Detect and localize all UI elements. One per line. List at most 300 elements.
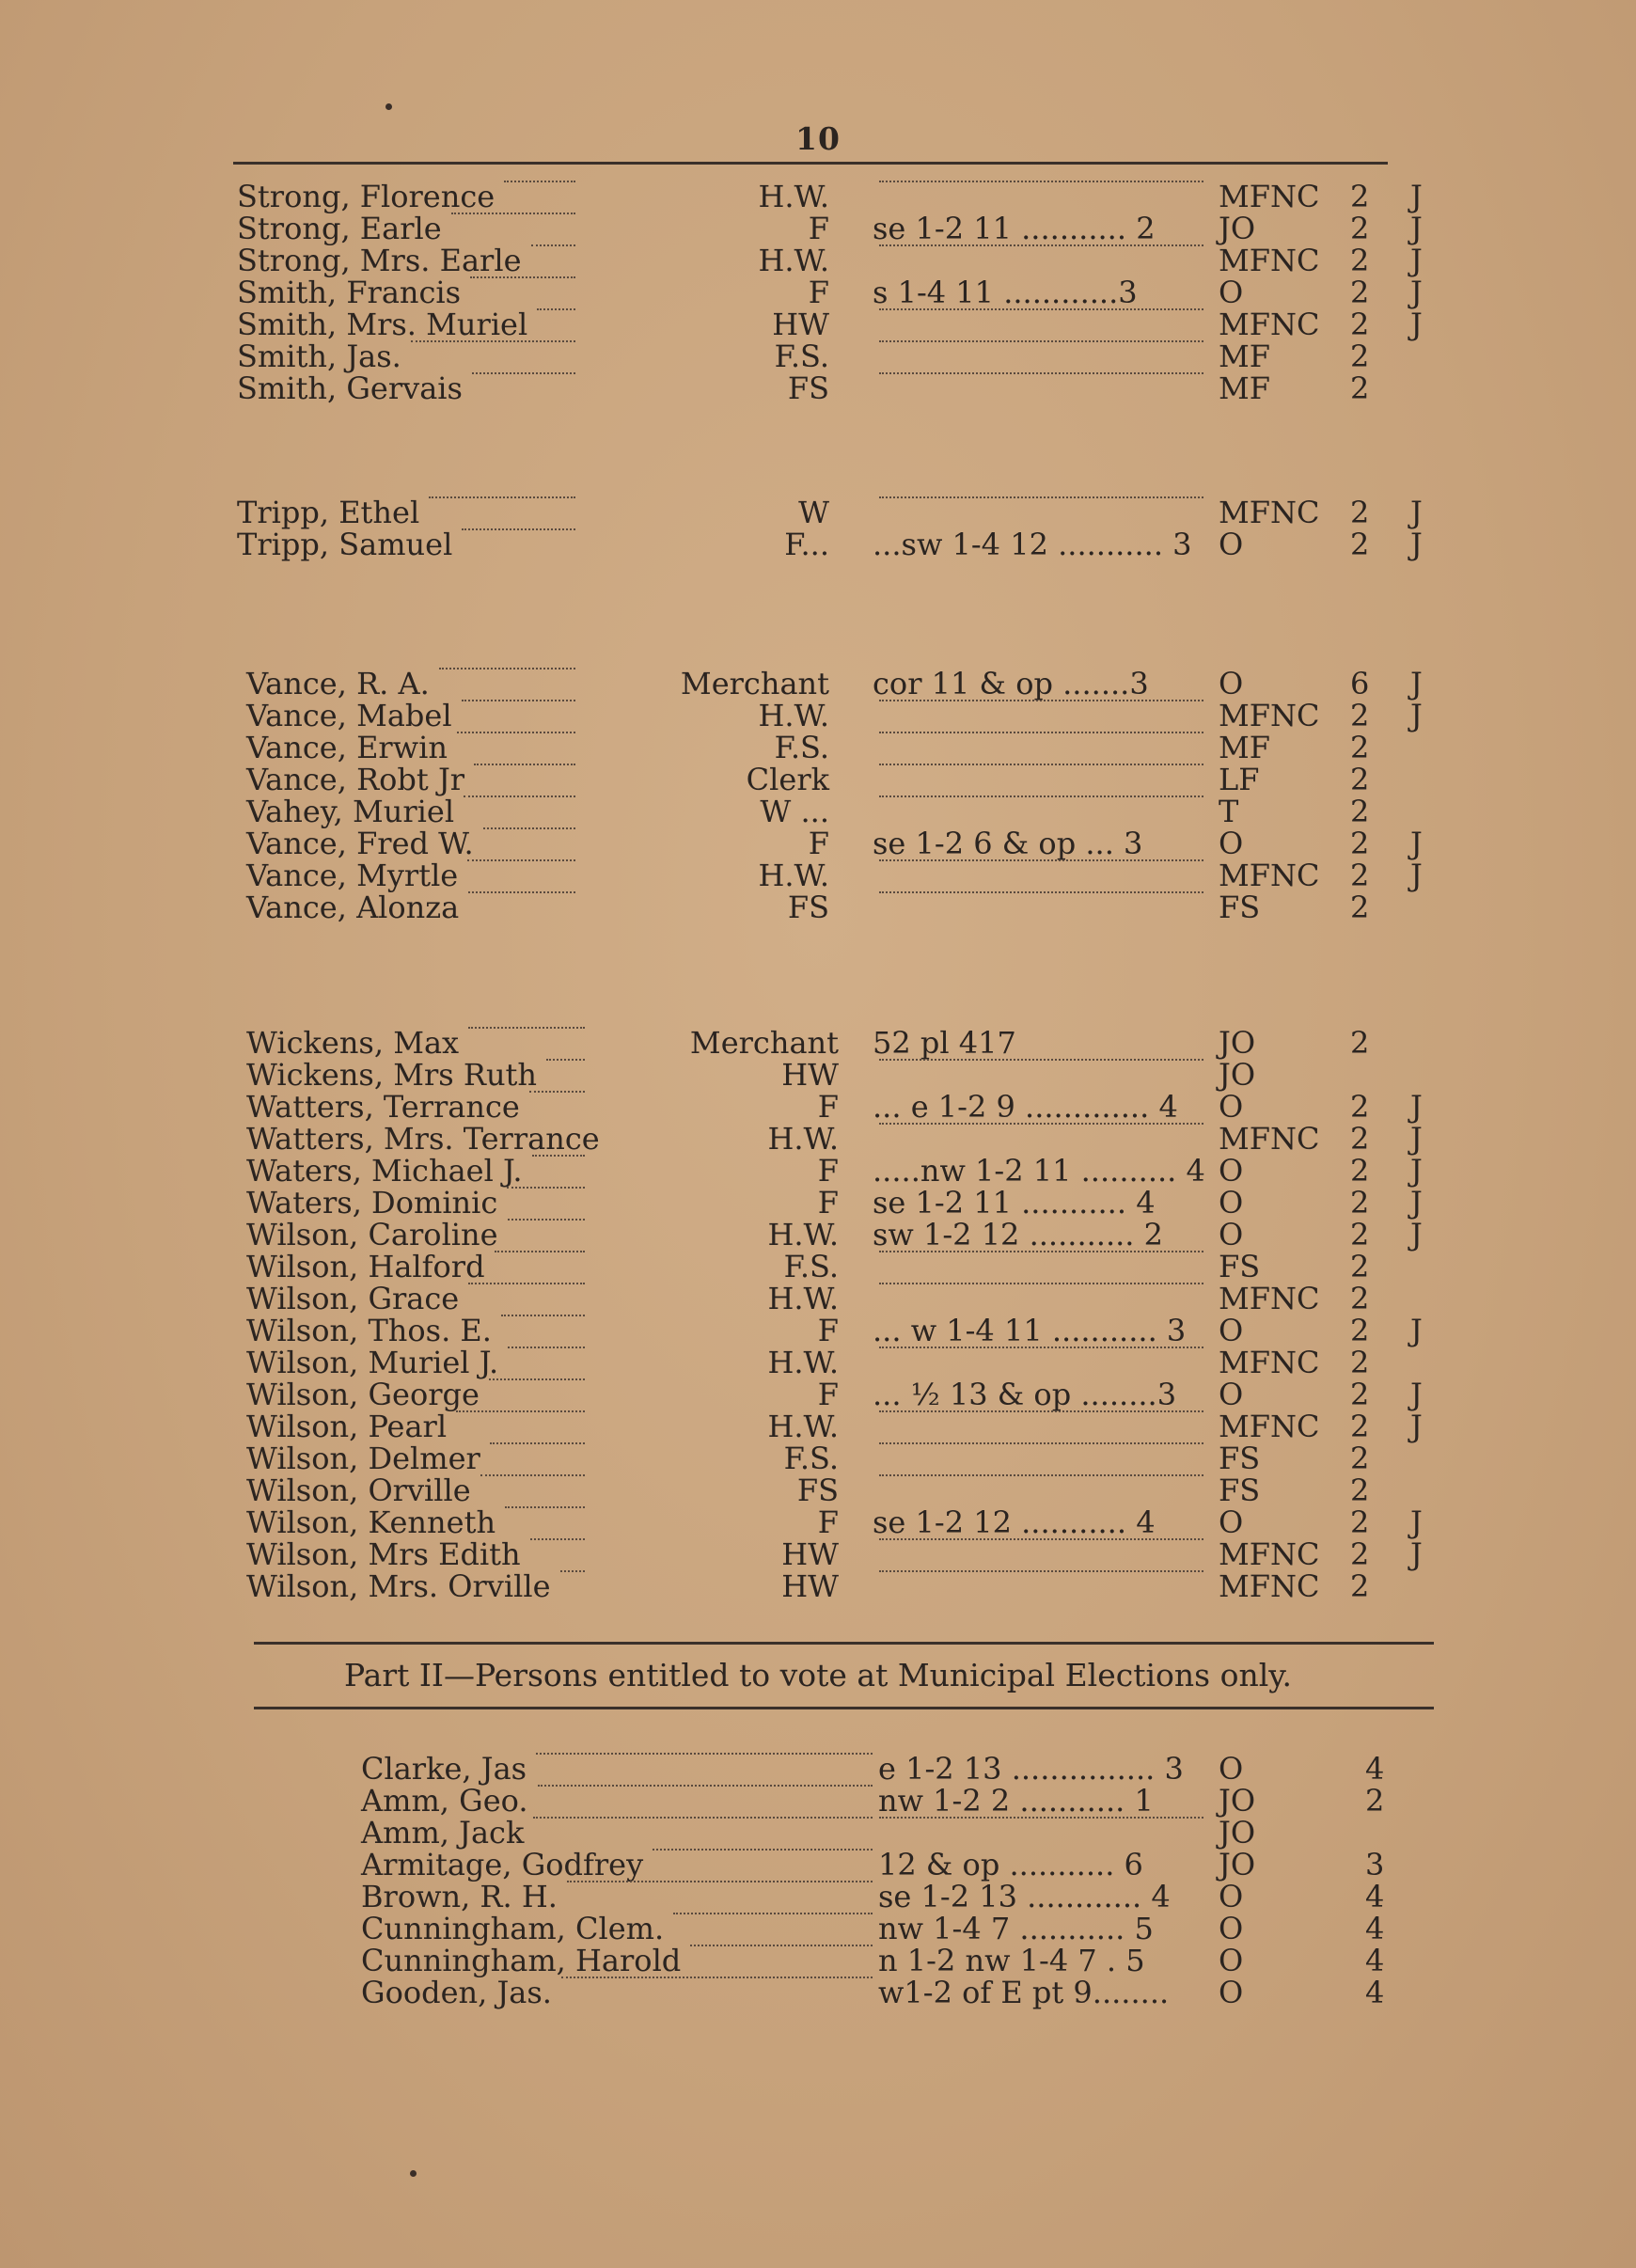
voter-name: Wilson, Orville — [246, 1473, 471, 1508]
voter-residence: FS — [1219, 1473, 1261, 1508]
dot-leader — [879, 1283, 1203, 1284]
voter-property: se 1-2 12 ........... 4 — [873, 1504, 1156, 1540]
dot-leader — [879, 732, 1203, 733]
voter-property: cor 11 & op .......3 — [873, 666, 1149, 701]
voter-residence: O — [1219, 1943, 1244, 1978]
dot-leader — [411, 340, 575, 342]
voter-jury-mark: J — [1410, 826, 1423, 861]
voter-residence: FS — [1219, 1249, 1261, 1284]
voter-name: Vance, Robt Jr — [246, 762, 465, 797]
voter-family-count: 2 — [1350, 794, 1370, 829]
dot-leader — [879, 1251, 1203, 1252]
voter-residence: MF — [1219, 370, 1270, 406]
dot-leader — [538, 1785, 873, 1787]
voter-residence: MFNC — [1219, 1121, 1320, 1157]
voter-occupation: F.S. — [783, 1249, 839, 1284]
voter-residence: T — [1219, 794, 1239, 829]
dot-leader — [879, 1059, 1203, 1061]
dot-leader — [879, 1410, 1203, 1412]
voter-jury-mark: J — [1410, 307, 1423, 342]
voter-jury-mark: J — [1410, 858, 1423, 893]
voter-name: Tripp, Ethel — [237, 495, 420, 530]
voter-jury-mark: J — [1410, 1217, 1423, 1252]
dot-leader — [462, 700, 575, 701]
voter-residence: MFNC — [1219, 698, 1320, 733]
voter-occupation: FS — [787, 890, 829, 925]
voter-property: n 1-2 nw 1-4 7 . 5 — [878, 1943, 1145, 1978]
voter-jury-mark: J — [1410, 1185, 1423, 1221]
voter-jury-mark: J — [1410, 495, 1423, 530]
voter-family-count: 2 — [1365, 1783, 1385, 1819]
voter-family-count: 4 — [1365, 1879, 1385, 1914]
voter-residence: MFNC — [1219, 307, 1320, 342]
voter-row — [0, 1442, 1636, 1474]
dot-leader — [879, 1442, 1203, 1444]
voter-row — [0, 1570, 1636, 1602]
voter-family-count: 2 — [1350, 1217, 1370, 1252]
voter-occupation: H.W. — [767, 1121, 839, 1157]
dot-leader — [879, 340, 1203, 342]
dot-leader — [879, 372, 1203, 374]
page-speck — [410, 2170, 417, 2177]
voter-residence: JO — [1219, 1025, 1256, 1061]
dot-leader — [879, 891, 1203, 893]
voter-family-count: 2 — [1350, 1025, 1370, 1061]
voter-family-count: 2 — [1350, 762, 1370, 797]
voter-name: Wickens, Mrs Ruth — [246, 1057, 538, 1093]
dot-leader — [468, 1027, 585, 1029]
voter-family-count: 2 — [1350, 1377, 1370, 1412]
voter-family-count: 2 — [1350, 527, 1370, 562]
voter-residence: JO — [1219, 211, 1256, 246]
voter-name: Wilson, Kenneth — [246, 1504, 496, 1540]
voter-jury-mark: J — [1410, 1409, 1423, 1444]
voter-residence: JO — [1219, 1847, 1256, 1882]
voter-family-count: 6 — [1350, 666, 1370, 701]
voter-residence: MFNC — [1219, 858, 1320, 893]
voter-occupation: H.W. — [758, 179, 829, 214]
dot-leader — [501, 1315, 585, 1316]
municipal-voter-row — [0, 1977, 1636, 2008]
voter-name: Watters, Mrs. Terrance — [246, 1121, 600, 1157]
voter-family-count: 2 — [1350, 1249, 1370, 1284]
voter-name: Vance, Fred W. — [246, 826, 474, 861]
voter-residence: O — [1219, 1313, 1244, 1348]
voter-name: Wilson, Mrs. Orville — [246, 1568, 551, 1604]
voter-occupation: F — [808, 275, 829, 310]
voter-name: Strong, Mrs. Earle — [237, 243, 522, 278]
voter-property: s 1-4 11 ............3 — [873, 275, 1138, 310]
voter-residence: O — [1219, 1089, 1244, 1125]
voter-residence: O — [1219, 1975, 1244, 2010]
municipal-voter-row — [0, 1753, 1636, 1785]
voter-residence: O — [1219, 1217, 1244, 1252]
dot-leader — [504, 181, 575, 182]
voter-property: ... w 1-4 11 ........... 3 — [873, 1313, 1187, 1348]
voter-name: Gooden, Jas. — [361, 1975, 552, 2010]
voter-occupation: FS — [787, 370, 829, 406]
voter-name: Wilson, Caroline — [246, 1217, 498, 1252]
voter-row — [0, 700, 1636, 732]
voter-occupation: H.W. — [758, 858, 829, 893]
dot-leader — [879, 244, 1203, 246]
voter-occupation: H.W. — [758, 243, 829, 278]
voter-row — [0, 891, 1636, 923]
voter-name: Smith, Gervais — [237, 370, 463, 406]
voter-residence: O — [1219, 275, 1244, 310]
voter-family-count: 2 — [1350, 1473, 1370, 1508]
dot-leader — [879, 859, 1203, 861]
voter-residence: JO — [1219, 1815, 1256, 1851]
voter-property: .....nw 1-2 11 .......... 4 — [873, 1153, 1205, 1189]
dot-leader — [507, 1187, 585, 1189]
voter-occupation: HW — [781, 1568, 839, 1604]
dot-leader — [462, 528, 575, 530]
voter-jury-mark: J — [1410, 1121, 1423, 1157]
dot-leader — [530, 1538, 585, 1540]
voter-occupation: HW — [772, 307, 829, 342]
municipal-voter-row — [0, 1913, 1636, 1945]
voter-family-count: 2 — [1350, 275, 1370, 310]
voter-family-count: 4 — [1365, 1911, 1385, 1946]
voter-row — [0, 181, 1636, 213]
voter-occupation: H.W. — [767, 1217, 839, 1252]
voter-row — [0, 1187, 1636, 1219]
voter-name: Strong, Earle — [237, 211, 442, 246]
voter-row — [0, 1027, 1636, 1059]
voter-property: ...sw 1-4 12 ........... 3 — [873, 527, 1192, 562]
voter-family-count: 2 — [1350, 211, 1370, 246]
municipal-voter-row — [0, 1817, 1636, 1849]
voter-residence: MF — [1219, 339, 1270, 374]
voter-residence: JO — [1219, 1783, 1256, 1819]
voter-row — [0, 795, 1636, 827]
voter-occupation: H.W. — [767, 1409, 839, 1444]
voter-jury-mark: J — [1410, 211, 1423, 246]
voter-jury-mark: J — [1410, 1089, 1423, 1125]
voter-row — [0, 1347, 1636, 1378]
voter-property: se 1-2 11 ........... 2 — [873, 211, 1156, 246]
dot-leader — [567, 1881, 873, 1882]
voter-row — [0, 1283, 1636, 1315]
dot-leader — [464, 795, 575, 797]
voter-name: Smith, Jas. — [237, 339, 401, 374]
voter-residence: MFNC — [1219, 1568, 1320, 1604]
voter-name: Vance, R. A. — [246, 666, 430, 701]
voter-row — [0, 1410, 1636, 1442]
dot-leader — [495, 1251, 585, 1252]
voter-name: Vance, Erwin — [246, 730, 448, 765]
voter-residence: O — [1219, 666, 1244, 701]
voter-name: Strong, Florence — [237, 179, 496, 214]
voter-property: ... ½ 13 & op ........3 — [873, 1377, 1177, 1412]
voter-occupation: F.S. — [783, 1441, 839, 1476]
dot-leader — [531, 244, 575, 246]
voter-occupation: HW — [781, 1057, 839, 1093]
voter-row — [0, 1091, 1636, 1123]
dot-leader — [536, 1753, 873, 1755]
voter-name: Waters, Dominic — [246, 1185, 498, 1221]
voter-occupation: H.W. — [767, 1281, 839, 1316]
dot-leader — [879, 1474, 1203, 1476]
dot-leader — [879, 1570, 1203, 1572]
voter-family-count: 2 — [1350, 730, 1370, 765]
voter-residence: O — [1219, 1185, 1244, 1221]
voter-occupation: F — [808, 211, 829, 246]
dot-leader — [490, 1442, 585, 1444]
dot-leader — [468, 891, 575, 893]
voter-row — [0, 1315, 1636, 1347]
dot-leader — [879, 1123, 1203, 1125]
voter-family-count: 2 — [1350, 1504, 1370, 1540]
voter-occupation: W — [798, 495, 829, 530]
voter-property: nw 1-2 2 ........... 1 — [878, 1783, 1154, 1819]
dot-leader — [561, 1977, 873, 1978]
voter-name: Amm, Jack — [361, 1815, 525, 1851]
dot-leader — [470, 276, 575, 278]
municipal-voter-row — [0, 1849, 1636, 1881]
voter-jury-mark: J — [1410, 179, 1423, 214]
voter-family-count: 2 — [1350, 307, 1370, 342]
voter-name: Wilson, Delmer — [246, 1441, 480, 1476]
voter-occupation: F.S. — [774, 730, 829, 765]
dot-leader — [483, 827, 575, 829]
voter-residence: O — [1219, 1377, 1244, 1412]
voter-residence: FS — [1219, 890, 1261, 925]
dot-leader — [429, 496, 575, 498]
voter-property: se 1-2 13 ............ 4 — [878, 1879, 1171, 1914]
voter-residence: MFNC — [1219, 1409, 1320, 1444]
voter-jury-mark: J — [1410, 275, 1423, 310]
voter-occupation: HW — [781, 1536, 839, 1572]
voter-property: ... e 1-2 9 ............. 4 — [873, 1089, 1178, 1125]
voter-occupation: F — [817, 1313, 839, 1348]
voter-name: Wilson, Mrs Edith — [246, 1536, 521, 1572]
voter-family-count: 2 — [1350, 1536, 1370, 1572]
voter-row — [0, 1251, 1636, 1283]
municipal-voter-row — [0, 1945, 1636, 1977]
voter-occupation: W ... — [760, 794, 829, 829]
voter-property: se 1-2 11 ........... 4 — [873, 1185, 1156, 1221]
voter-residence: O — [1219, 1879, 1244, 1914]
voter-name: Wilson, George — [246, 1377, 480, 1412]
dot-leader — [529, 1091, 585, 1093]
dot-leader — [673, 1913, 873, 1914]
voter-name: Cunningham, Harold — [361, 1943, 682, 1978]
voter-row — [0, 528, 1636, 560]
voter-occupation: FS — [796, 1473, 839, 1508]
voter-family-count: 2 — [1350, 858, 1370, 893]
voter-property: 12 & op ........... 6 — [878, 1847, 1143, 1882]
voter-name: Vance, Mabel — [246, 698, 452, 733]
page-number: 10 — [795, 120, 841, 157]
voter-name: Clarke, Jas — [361, 1751, 527, 1787]
dot-leader — [537, 308, 575, 310]
voter-jury-mark: J — [1410, 698, 1423, 733]
voter-family-count: 2 — [1350, 1568, 1370, 1604]
voter-jury-mark: J — [1410, 1153, 1423, 1189]
voter-name: Wickens, Max — [246, 1025, 460, 1061]
voter-row — [0, 244, 1636, 276]
voter-jury-mark: J — [1410, 527, 1423, 562]
voter-name: Smith, Mrs. Muriel — [237, 307, 528, 342]
voter-name: Vance, Myrtle — [246, 858, 459, 893]
dot-leader — [439, 668, 575, 669]
voter-residence: O — [1219, 826, 1244, 861]
voter-row — [0, 276, 1636, 308]
dot-leader — [474, 764, 575, 765]
dot-leader — [508, 1347, 585, 1348]
municipal-voter-row — [0, 1881, 1636, 1913]
voter-residence: MFNC — [1219, 179, 1320, 214]
voter-row — [0, 1538, 1636, 1570]
voter-name: Smith, Francis — [237, 275, 462, 310]
municipal-voter-row — [0, 1785, 1636, 1817]
voter-family-count: 3 — [1365, 1847, 1385, 1882]
voter-family-count: 4 — [1365, 1751, 1385, 1787]
voter-row — [0, 859, 1636, 891]
voter-name: Watters, Terrance — [246, 1089, 520, 1125]
voter-residence: O — [1219, 1911, 1244, 1946]
voter-occupation: Merchant — [680, 666, 829, 701]
voter-jury-mark: J — [1410, 1313, 1423, 1348]
voter-row — [0, 668, 1636, 700]
voter-row — [0, 372, 1636, 404]
page-speck — [385, 103, 392, 110]
voter-family-count: 2 — [1350, 1281, 1370, 1316]
voter-row — [0, 308, 1636, 340]
dot-leader — [467, 859, 575, 861]
voter-row — [0, 827, 1636, 859]
dot-leader — [560, 1570, 585, 1572]
dot-leader — [879, 795, 1203, 797]
dot-leader — [451, 213, 575, 214]
dot-leader — [489, 1378, 585, 1380]
voter-name: Cunningham, Clem. — [361, 1911, 665, 1946]
voter-family-count: 4 — [1365, 1975, 1385, 2010]
voter-residence: JO — [1219, 1057, 1256, 1093]
voter-row — [0, 1219, 1636, 1251]
voter-row — [0, 1155, 1636, 1187]
voter-name: Waters, Michael J. — [246, 1153, 523, 1189]
voter-row — [0, 1378, 1636, 1410]
voter-row — [0, 1506, 1636, 1538]
voter-residence: MFNC — [1219, 495, 1320, 530]
voter-residence: LF — [1219, 762, 1260, 797]
voter-family-count: 2 — [1350, 698, 1370, 733]
voter-family-count: 2 — [1350, 339, 1370, 374]
voter-residence: MFNC — [1219, 1536, 1320, 1572]
voter-row — [0, 1123, 1636, 1155]
voter-residence: O — [1219, 1153, 1244, 1189]
dot-leader — [533, 1817, 873, 1819]
voter-residence: O — [1219, 527, 1244, 562]
voter-row — [0, 1059, 1636, 1091]
voter-row — [0, 1474, 1636, 1506]
voter-jury-mark: J — [1410, 666, 1423, 701]
voter-residence: O — [1219, 1751, 1244, 1787]
voter-residence: FS — [1219, 1441, 1261, 1476]
voter-property: sw 1-2 12 ........... 2 — [873, 1217, 1163, 1252]
voter-family-count: 2 — [1350, 1313, 1370, 1348]
dot-leader — [879, 1817, 1203, 1819]
voter-jury-mark: J — [1410, 1377, 1423, 1412]
voter-occupation: F — [817, 1504, 839, 1540]
part2-bottom-rule — [254, 1707, 1434, 1709]
voter-family-count: 2 — [1350, 243, 1370, 278]
dot-leader — [505, 1506, 585, 1508]
voter-family-count: 2 — [1350, 179, 1370, 214]
voter-residence: MFNC — [1219, 1281, 1320, 1316]
voter-property: 52 pl 417 — [873, 1025, 1016, 1061]
voter-name: Wilson, Muriel J. — [246, 1345, 499, 1380]
voter-occupation: F — [817, 1377, 839, 1412]
voter-property: e 1-2 13 ............... 3 — [878, 1751, 1184, 1787]
voter-occupation: F... — [784, 527, 829, 562]
top-rule — [233, 162, 1388, 165]
voter-family-count: 2 — [1350, 1345, 1370, 1380]
voter-jury-mark: J — [1410, 1536, 1423, 1572]
dot-leader — [879, 1347, 1203, 1348]
voter-occupation: F — [817, 1089, 839, 1125]
voter-name: Wilson, Grace — [246, 1281, 460, 1316]
voter-name: Wilson, Halford — [246, 1249, 485, 1284]
dot-leader — [508, 1219, 585, 1221]
part2-heading: Part II—Persons entitled to vote at Municipal Elections only. — [343, 1657, 1293, 1693]
dot-leader — [879, 181, 1203, 182]
voter-family-count: 2 — [1350, 1409, 1370, 1444]
dot-leader — [879, 308, 1203, 310]
voter-occupation: F — [817, 1153, 839, 1189]
voter-family-count: 2 — [1350, 1121, 1370, 1157]
dot-leader — [879, 496, 1203, 498]
dot-leader — [457, 732, 575, 733]
dot-leader — [472, 372, 575, 374]
voter-family-count: 4 — [1365, 1943, 1385, 1978]
voter-name: Armitage, Godfrey — [361, 1847, 644, 1882]
voter-row — [0, 496, 1636, 528]
voter-row — [0, 732, 1636, 764]
voter-jury-mark: J — [1410, 1504, 1423, 1540]
voter-row — [0, 340, 1636, 372]
voter-residence: MFNC — [1219, 243, 1320, 278]
dot-leader — [456, 1410, 585, 1412]
voter-property: nw 1-4 7 ........... 5 — [878, 1911, 1154, 1946]
voter-occupation: F — [817, 1185, 839, 1221]
voter-property: se 1-2 6 & op ... 3 — [873, 826, 1143, 861]
voter-family-count: 2 — [1350, 1089, 1370, 1125]
dot-leader — [546, 1059, 585, 1061]
dot-leader — [468, 1283, 585, 1284]
voter-occupation: F.S. — [774, 339, 829, 374]
voter-occupation: Merchant — [689, 1025, 839, 1061]
voter-name: Amm, Geo. — [361, 1783, 528, 1819]
dot-leader — [532, 1155, 585, 1157]
dot-leader — [879, 1538, 1203, 1540]
voter-name: Vance, Alonza — [246, 890, 460, 925]
voter-jury-mark: J — [1410, 243, 1423, 278]
voter-residence: MFNC — [1219, 1345, 1320, 1380]
voter-family-count: 2 — [1350, 826, 1370, 861]
dot-leader — [879, 764, 1203, 765]
voter-family-count: 2 — [1350, 890, 1370, 925]
voter-occupation: H.W. — [767, 1345, 839, 1380]
voter-family-count: 2 — [1350, 1153, 1370, 1189]
voter-family-count: 2 — [1350, 495, 1370, 530]
voter-family-count: 2 — [1350, 1441, 1370, 1476]
voter-row — [0, 213, 1636, 244]
voter-name: Brown, R. H. — [361, 1879, 558, 1914]
